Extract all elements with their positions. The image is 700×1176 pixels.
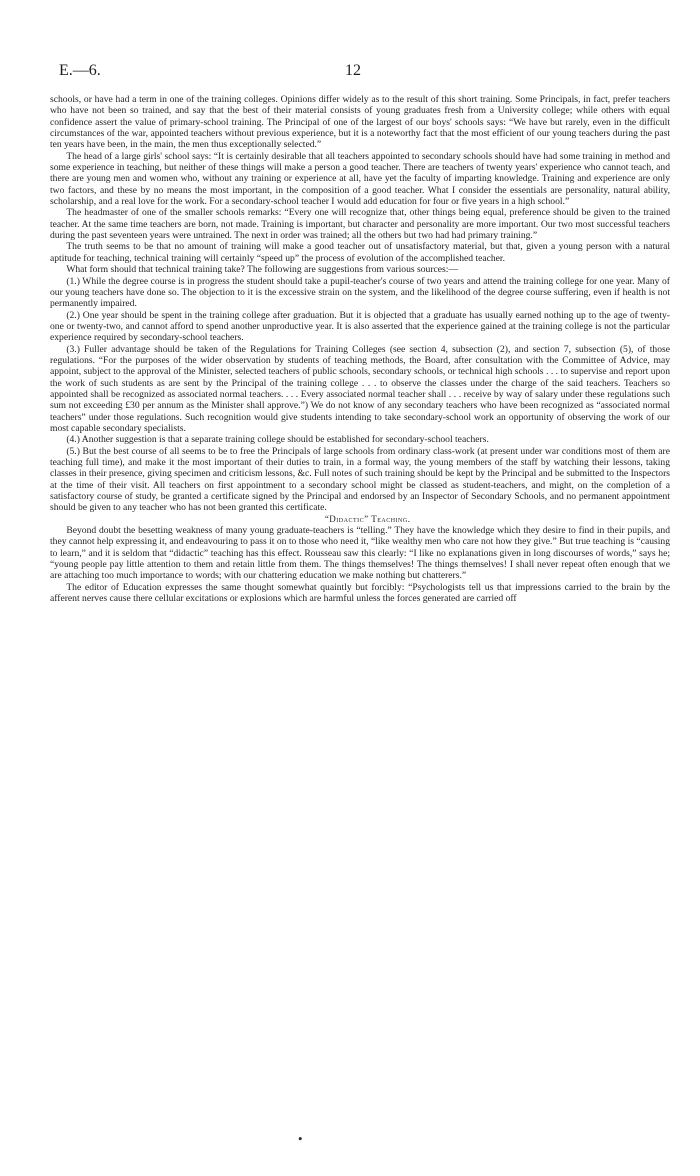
- footer-mark: •: [297, 1133, 304, 1146]
- paragraph: The headmaster of one of the smaller schools remarks: “Every one will recognize that, other things being equal, preference should be given to the trained teacher. At the same time teachers are born, not made. Training is important, but character and personality are more important. Our two most successful teachers during the past seventeen years were untrained. The next in order was trained; all the others but two had had primary training.”: [50, 207, 670, 242]
- report-reference: E.—6.: [59, 62, 101, 79]
- paragraph: What form should that technical training take? The following are suggestions from various sources:—: [66, 264, 459, 276]
- paragraph: (4.) Another suggestion is that a separate training college should be established for secondary-school teachers.: [66, 434, 489, 446]
- paragraph: schools, or have had a term in one of the training colleges. Opinions differ widely as to the result of this short training. Some Principals, in fact, prefer teachers who have not been so trained, and say that the best of their material consists of young graduates fresh from a University college; while others with equal confidence assert the value of primary-school training. The Principal of one of the largest of our boys' schools says: “We have but rarely, even in the difficult circumstances of the war, appointed teachers without previous experience, but it is a noteworthy fact that the most efficient of our young teachers during the past ten years have been, in the main, the men thus exceptionally selected.”: [50, 94, 670, 151]
- paragraph: (2.) One year should be spent in the training college after graduation. But it is objected that a graduate has usually earned nothing up to the age of twenty-one or twenty-two, and cannot afford to spend another unproductive year. It is also asserted that the experience gained at the training college is not the particular experience required by secondary-school teachers.: [50, 309, 670, 344]
- paragraph: (1.) While the degree course is in progress the student should take a pupil-teacher's course of two years and attend the training college for one year. Many of our young teachers have done so. The objection to it is the excessive strain on the system, and the likelihood of the degree course suffering, even if health is not permanently impaired.: [50, 275, 670, 310]
- paragraph: Beyond doubt the besetting weakness of many young graduate-teachers is “telling.” They have the knowledge which they desire to find in their pupils, and they cannot help expressing it, and endeavouring to pass it on to those who need it, “like wealthy men who care not how they give.” But true teaching is “causing to learn,” and it is seldom that “didactic” teaching has this effect. Rousseau saw this clearly: “I like no explanations given in long discourses of words,” says he; “young people pay little attention to them and retain little from them. The things themselves! The things themselves! I shall never repeat often enough that we are attaching too much importance to words; with our chattering education we make nothing but chatterers.”: [50, 525, 670, 582]
- section-heading: “Didactic” Teaching.: [324, 513, 411, 524]
- paragraph: (3.) Fuller advantage should be taken of the Regulations for Training Colleges (see section 4, subsection (2), and section 7, subsection (5), of those regulations. “For the purposes of the wider observation by students of teaching methods, the Board, after consultation with the Committee of Advice, may appoint, subject to the approval of the Minister, selected teachers of public schools, secondary schools, or technical high schools . . . to supervise and report upon the work of such students as are sent by the Principal of the training college . . . to observe the classes under the charge of the said teachers. Teachers so appointed shall be recognized as associated normal teachers. . . . Every associated normal teacher shall . . . receive by way of salary under these regulations such sum not exceeding £30 per annum as the Minister shall approve.”) We do not know of any secondary teachers who have been recognized as “associated normal teachers” under those regulations. Such recognition would give students intending to take secondary-school work an opportunity of observing the work of our most capable secondary specialists.: [50, 343, 670, 434]
- paragraph: (5.) But the best course of all seems to be to free the Principals of large schools from ordinary class-work (at present under war conditions most of them are teaching full time), and make it the most important of their duties to train, in a formal way, the young members of the staff by watching their lessons, taking classes in their presence, giving specimen and criticism lessons, &c. Full notes of such training should be kept by the Principal and be submitted to the Inspectors at the time of their visit. All teachers on first appointment to a secondary school might be classed as student-teachers, and might, on the completion of a satisfactory course of study, be granted a certificate signed by the Principal and endorsed by an Inspector of Secondary Schools, and no permanent appointment should be given to any teacher who has not been granted this certificate.: [50, 445, 671, 514]
- page-header: [50, 62, 670, 94]
- page-number: 12: [345, 62, 361, 79]
- body-text: [50, 94, 670, 604]
- paragraph: The editor of Education expresses the same thought somewhat quaintly but forcibly: “Psychologists tell us that impressions carried to the brain by the afferent nerves cause there cellular excitations or explosions which are harmful unless the forces generated are carried off: [50, 581, 670, 605]
- paragraph: The truth seems to be that no amount of training will make a good teacher out of unsatisfactory material, but that, given a young person with a natural aptitude for teaching, technical training will certainly “speed up” the process of evolution of the accomplished teacher.: [50, 241, 670, 264]
- paragraph: The head of a large girls' school says: “It is certainly desirable that all teachers appointed to secondary schools should have had some training in method and some experience in teaching, but neither of these things will make a person a good teacher. There are teachers of twenty years' experience who cannot teach, and there are young men and women who, without any training or experience at all, have yet the faculty of imparting knowledge. Training and experience are only two factors, and these by no means the most important, in the composition of a good teacher. What I consider the essentials are personality, natural ability, scholarship, and a real love for the work. For a secondary-school teacher I would add education for four or five years in a high school.”: [50, 150, 670, 208]
